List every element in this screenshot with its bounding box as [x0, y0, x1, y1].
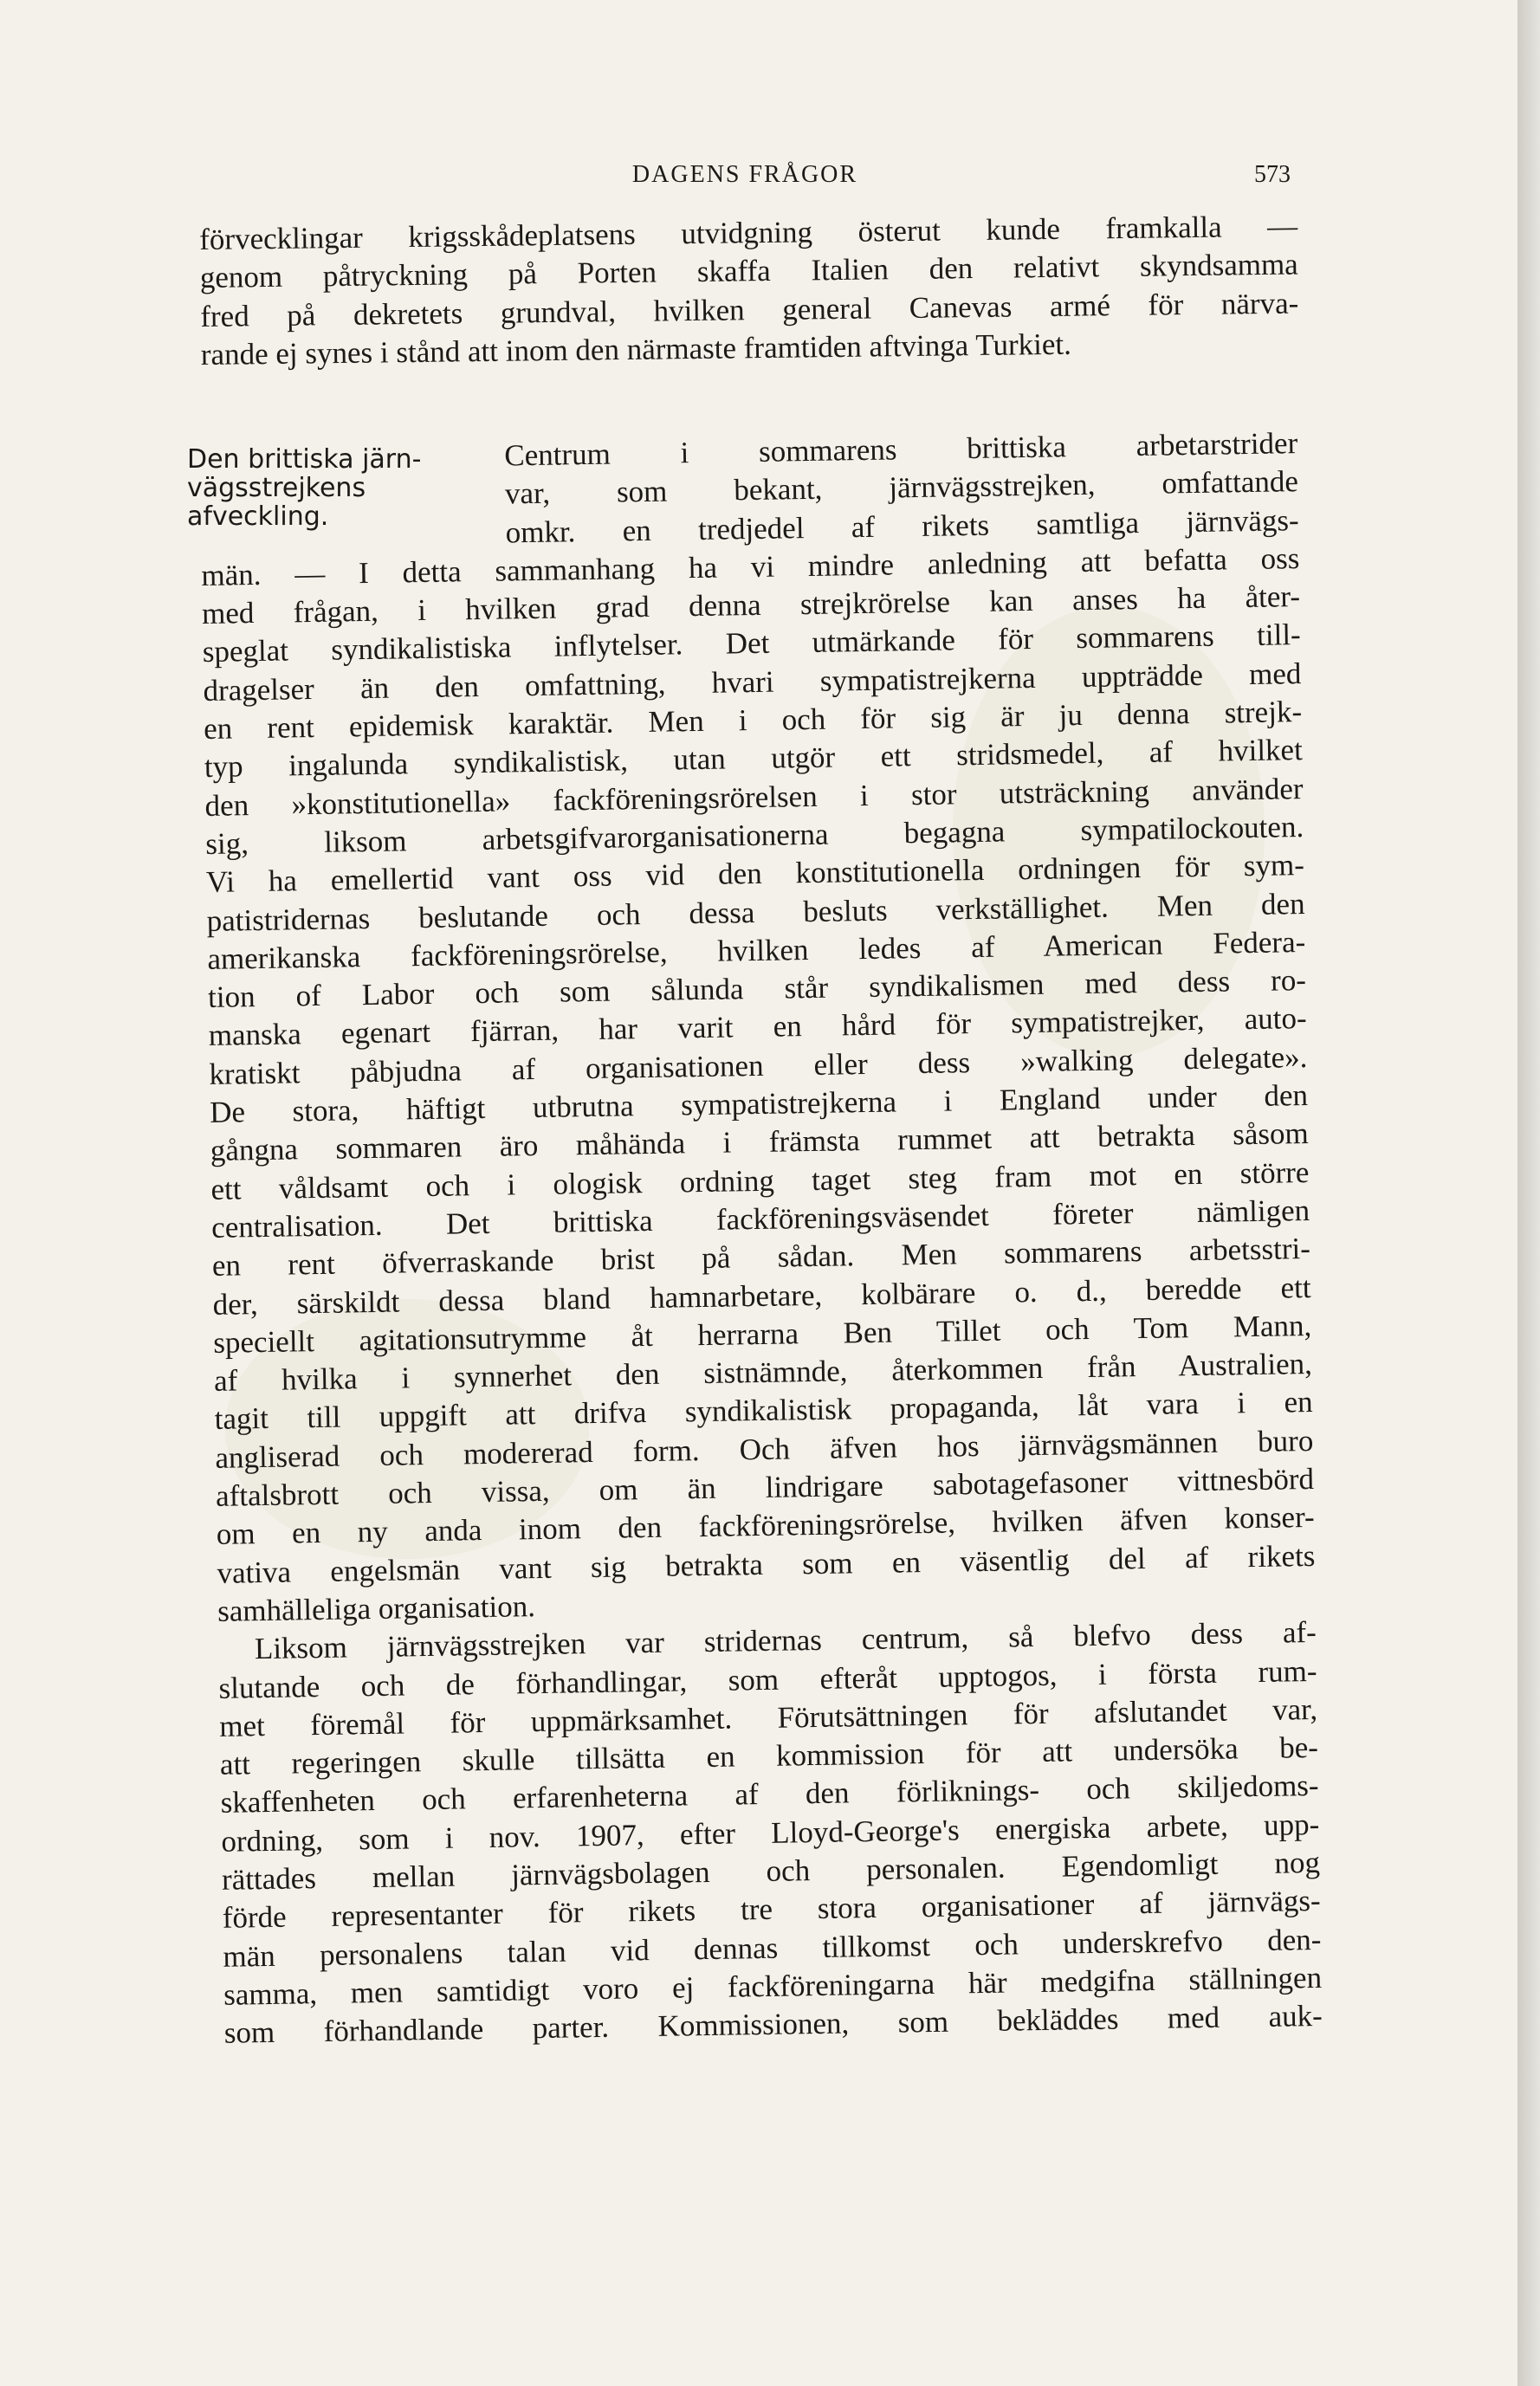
text-line: män. — I detta sammanhang ha vi mindre anledning att befatta oss — [201, 540, 1300, 592]
paragraph-1 — [199, 208, 1299, 375]
side-heading-line: Den brittiska järn- — [187, 444, 422, 475]
text-line: att regeringen skulle tillsätta en kommission för att undersöka be- — [219, 1730, 1319, 1781]
text-line: Liksom järnvägsstrejken var stridernas centrum, så blefvo dess af- — [254, 1615, 1317, 1666]
text-line: sig, liksom arbetsgifvarorganisationerna begagna sympatilockouten. — [204, 809, 1304, 861]
text-line: vativa engelsmän vant sig betrakta som en väsentlig del af rikets — [217, 1538, 1316, 1590]
text-line: dragelser än den omfattning, hvari sympatistrejkerna uppträdde med — [203, 656, 1302, 708]
text-line: rättades mellan järnvägsbolagen och personalen. Egendomligt nog — [221, 1845, 1321, 1897]
text-line: en rent öfverraskande brist på sådan. Men sommarens arbetsstri- — [211, 1232, 1311, 1284]
text-line: patistridernas beslutande och dessa besluts verkställighet. Men den — [206, 886, 1305, 938]
text-line: samhälleliga organisation. — [217, 1588, 536, 1628]
text-line: Centrum i sommarens brittiska arbetarstrider — [503, 426, 1298, 473]
text-line: typ ingalunda syndikalistisk, utan utgör ett stridsmedel, af hvilket — [204, 733, 1304, 785]
text-line: skaffenheten och erfarenheterna af den förliknings- och skiljedoms- — [220, 1768, 1319, 1820]
page-header — [199, 161, 1291, 196]
text-line: ordning, som i nov. 1907, efter Lloyd-George's energiska arbete, upp- — [221, 1807, 1320, 1859]
text-line: med frågan, i hvilken grad denna strejkrörelse kan anses ha åter- — [201, 579, 1301, 631]
text-line: manska egenart fjärran, har varit en hård för sympatistrejker, auto- — [208, 1001, 1307, 1053]
text-line: samma, men samtidigt voro ej fackföreningarna här medgifna ställningen — [223, 1960, 1323, 2012]
text-line: slutande och de förhandlingar, som efteråt upptogos, i första rum- — [218, 1653, 1317, 1705]
side-heading-line: vägsstrejkens — [187, 473, 366, 503]
running-head: DAGENS FRÅGOR — [631, 161, 858, 188]
text-line: De stora, häftigt utbrutna sympatistrejkerna i England under den — [209, 1078, 1309, 1129]
side-heading-line: afveckling. — [187, 501, 329, 532]
page-number: 573 — [1254, 161, 1291, 188]
text-line: amerikanska fackföreningsrörelse, hvilken ledes af American Federa- — [207, 924, 1306, 976]
text-line: som förhandlande parter. Kommissionen, som bekläddes med auk- — [223, 1999, 1323, 2050]
text-line: speglat syndikalistiska inflytelser. Det utmärkande för sommarens till- — [202, 618, 1301, 669]
text-line: gångna sommaren äro måhända i främsta rummet att betrakta såsom — [210, 1116, 1310, 1168]
text-line: om en ny anda inom den fackföreningsrörelse, hvilken äfven konser- — [216, 1500, 1315, 1552]
text-line: centralisation. Det brittiska fackföreningsväsendet företer nämligen — [210, 1193, 1310, 1245]
text-line: speciellt agitationsutrymme åt herrarna Ben Tillet och Tom Mann, — [213, 1308, 1312, 1360]
text-line: ett våldsamt och i ologisk ordning taget steg fram mot en större — [210, 1154, 1310, 1206]
text-line: der, särskildt dessa bland hamnarbetare, kolbärare o. d., beredde ett — [212, 1270, 1311, 1322]
text-line: genom påtryckning på Porten skaffa Italien den relativt skyndsamma — [199, 247, 1298, 295]
text-line: förvecklingar krigsskådeplatsens utvidgning österut kunde framkalla — — [199, 209, 1298, 256]
text-line: rande ej synes i stånd att inom den närmaste framtiden aftvinga Turkiet. — [200, 327, 1072, 372]
text-line: var, som bekant, järnvägsstrejken, omfattande — [504, 464, 1299, 511]
text-line: angliserad och modererad form. Och äfven hos järnvägsmännen buro — [215, 1423, 1314, 1475]
text-line: tagit till uppgift att drifva syndikalistisk propaganda, låt vara i en — [214, 1385, 1313, 1437]
text-line: omkr. en tredjedel af rikets samtliga järnvägs- — [505, 502, 1299, 550]
text-line: fred på dekretets grundval, hvilken general Canevas armé för närva- — [200, 286, 1299, 333]
text-line: kratiskt påbjudna af organisationen eller dess »walking delegate». — [209, 1039, 1308, 1091]
text-line: den »konstitutionella» fackföreningsrörelsen i stor utsträckning använder — [204, 771, 1304, 823]
text-line: met föremål för uppmärksamhet. Förutsättningen för afslutandet var, — [218, 1691, 1318, 1743]
text-line: män personalens talan vid dennas tillkomst och underskrefvo den- — [223, 1922, 1322, 1974]
page-edge — [1517, 0, 1540, 2386]
text-line: af hvilka i synnerhet den sistnämnde, återkommen från Australien, — [213, 1347, 1313, 1398]
text-line: Vi ha emellertid vant oss vid den konstitutionella ordningen för sym- — [205, 848, 1305, 900]
main-text — [199, 424, 1323, 2053]
text-line: tion of Labor och som sålunda står syndikalismen med dess ro- — [207, 963, 1307, 1015]
text-line: förde representanter för rikets tre stora organisationer af järnvägs- — [222, 1884, 1321, 1936]
text-line: en rent epidemisk karaktär. Men i och för sig är ju denna strejk- — [203, 695, 1303, 747]
text-line: aftalsbrott och vissa, om än lindrigare sabotagefasoner vittnesbörd — [215, 1461, 1315, 1513]
